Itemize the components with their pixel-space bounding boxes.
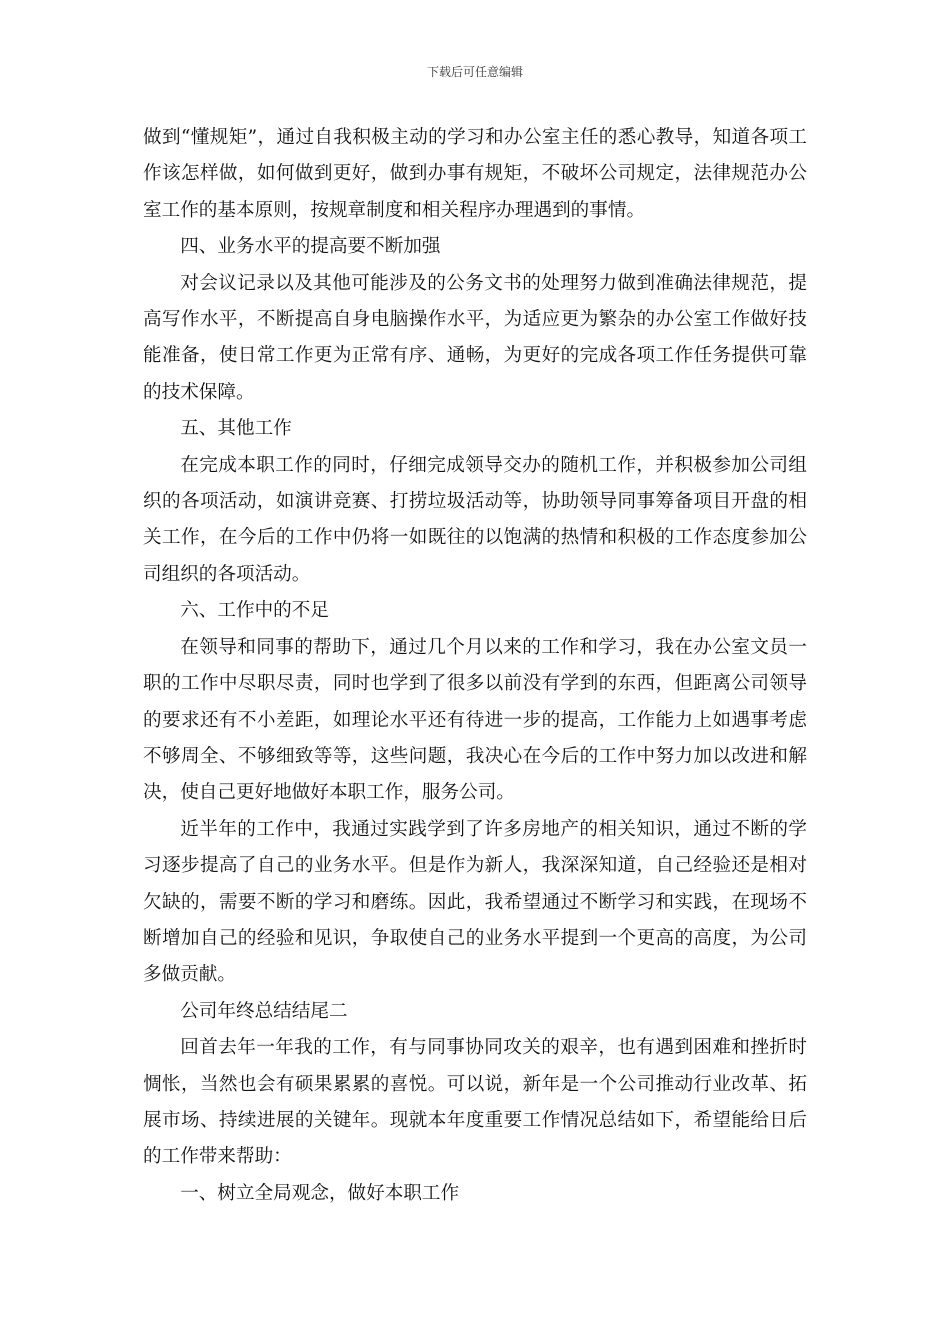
section-heading-summary-two: 公司年终总结结尾二 bbox=[180, 1000, 348, 1022]
page-header: 下载后可任意编辑 bbox=[426, 65, 523, 79]
section-heading-1: 一、树立全局观念，做好本职工作 bbox=[180, 1182, 460, 1204]
document-body bbox=[143, 120, 807, 1212]
section-heading-6: 六、工作中的不足 bbox=[180, 600, 329, 622]
paragraph-half-year-summary: 近半年的工作中，我通过实践学到了许多房地产的相关知识，通过不断的学习逐步提高了自己的业务水平。但是作为新人，我深深知道，自己经验还是相对欠缺的，需要不断的学习和磨练。因此，我希望通过不断学习和实践，在现场不断增加自己的经验和见识，争取使自己的业务水平提到一个更高的高度，为公司多做贡献。 bbox=[143, 818, 807, 986]
section-heading-5: 五、其他工作 bbox=[180, 418, 292, 440]
section-heading-4: 四、业务水平的提高要不断加强 bbox=[180, 236, 441, 258]
paragraph-other-work: 在完成本职工作的同时，仔细完成领导交办的随机工作，并积极参加公司组织的各项活动，如演讲竞赛、打捞垃圾活动等，协助领导同事筹备项目开盘的相关工作，在今后的工作中仍将一如既往的以饱满的热情和积极的工作态度参加公司组织的各项活动。 bbox=[143, 454, 807, 585]
paragraph-shortcomings: 在领导和同事的帮助下，通过几个月以来的工作和学习，我在办公室文员一职的工作中尽职尽责，同时也学到了很多以前没有学到的东西，但距离公司领导的要求还有不小差距，如理论水平还有待进一步的提高，工作能力上如遇事考虑不够周全、不够细致等等，这些问题，我决心在今后的工作中努力加以改进和解决，使自己更好地做好本职工作，服务公司。 bbox=[143, 636, 807, 804]
paragraph-continuation: 做到“懂规矩”，通过自我积极主动的学习和办公室主任的悉心教导，知道各项工作该怎样做，如何做到更好，做到办事有规矩，不破坏公司规定，法律规范办公室工作的基本原则，按规章制度和相关程序办理遇到的事情。 bbox=[143, 127, 807, 221]
paragraph-looking-back: 回首去年一年我的工作，有与同事协同攻关的艰辛，也有遇到困难和挫折时惆怅，当然也会有硕果累累的喜悦。可以说，新年是一个公司推动行业改革、拓展市场、持续进展的关键年。现就本年度重要工作情况总结如下，希望能给日后的工作带来帮助： bbox=[143, 1037, 807, 1168]
paragraph-business-level: 对会议记录以及其他可能涉及的公务文书的处理努力做到准确法律规范，提高写作水平，不断提高自身电脑操作水平，为适应更为繁杂的办公室工作做好技能准备，使日常工作更为正常有序、通畅，为更好的完成各项工作任务提供可靠的技术保障。 bbox=[143, 272, 807, 403]
